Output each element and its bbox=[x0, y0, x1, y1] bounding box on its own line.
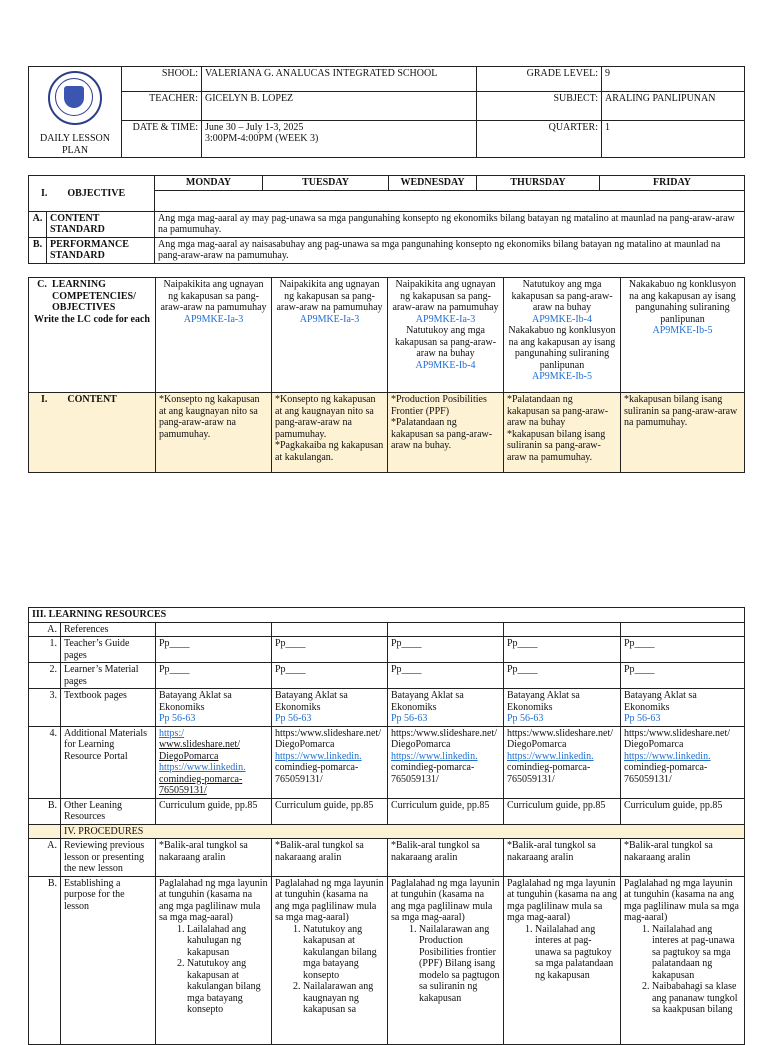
am-friday-url-4[interactable]: comindieg-pomarca-765059131/ bbox=[624, 762, 708, 785]
comp-tuesday bbox=[272, 278, 388, 393]
proc-b-num: B. bbox=[29, 876, 61, 1044]
daily-lesson-plan-label: DAILY LESSON PLAN bbox=[39, 133, 110, 156]
other-monday: Curriculum guide, pp.85 bbox=[156, 798, 272, 824]
am-monday-link-1b[interactable]: www.slideshare.net/ bbox=[159, 739, 240, 750]
comp-thursday-code-1: AP9MKE-Ib-4 bbox=[532, 313, 592, 325]
tg-tuesday: Pp____ bbox=[272, 637, 388, 663]
proc-b-friday-intro: Paglalahad ng mga layunin at tunguhin (kasama na ang mga paglilinaw mula sa mga mag-aaral) bbox=[624, 877, 739, 923]
proc-b-monday-intro: Paglalahad ng mga layunin at tunguhin (kasama na ang mga paglilinaw mula sa mga mag-aaral) bbox=[159, 877, 268, 923]
content-standard-label: CONTENT STANDARD bbox=[47, 211, 155, 237]
list-item: 2. Nailalarawan ang kaugnayan ng kakapusan sa bbox=[303, 981, 384, 1016]
lm-tuesday: Pp____ bbox=[272, 663, 388, 689]
proc-b-label: Establishing a purpose for the lesson bbox=[61, 876, 156, 1044]
comp-wednesday-text-1: Naipakikita ang ugnayan ng kakapusan sa pang-araw-araw na pamumuhay bbox=[392, 279, 499, 313]
am-monday-link-2a[interactable]: https://www.linkedin. bbox=[159, 762, 246, 773]
refs-label: References bbox=[61, 622, 156, 637]
am-tuesday-url-1[interactable]: https:/www.slideshare.net/ bbox=[275, 727, 382, 739]
am-wednesday bbox=[388, 726, 504, 798]
proc-b-thursday bbox=[504, 876, 621, 1044]
am-monday-link-1a[interactable]: https:/ bbox=[159, 727, 185, 739]
comp-wednesday bbox=[388, 278, 504, 393]
comp-friday-code: AP9MKE-Ib-5 bbox=[652, 325, 713, 336]
teacher-name: GICELYN B. LOPEZ bbox=[202, 91, 477, 120]
school-name: VALERIANA G. ANALUCAS INTEGRATED SCHOOL bbox=[202, 67, 477, 92]
content-standard-num: A. bbox=[29, 211, 47, 237]
content-heading: I. CONTENT bbox=[29, 393, 156, 473]
comp-wednesday-code-1: AP9MKE-Ia-3 bbox=[415, 313, 476, 325]
am-thursday-url-2[interactable]: DiegoPomarca bbox=[507, 739, 567, 750]
tb-wednesday-title: Batayang Aklat sa Ekonomiks bbox=[391, 690, 464, 713]
am-wednesday-url-1[interactable]: https:/www.slideshare.net/ bbox=[391, 727, 498, 739]
tb-monday-title: Batayang Aklat sa Ekonomiks bbox=[159, 690, 232, 713]
comp-tuesday-text: Naipakikita ang ugnayan ng kakapusan sa pang-araw-araw na pamumuhay bbox=[276, 279, 383, 313]
content-monday: *Konsepto ng kakapusan at ang kaugnayan nito sa pang-araw-araw na pamumuhay. bbox=[156, 393, 272, 473]
proc-b-friday-list bbox=[624, 924, 741, 1016]
other-tuesday: Curriculum guide, pp.85 bbox=[272, 798, 388, 824]
tg-wednesday: Pp____ bbox=[388, 637, 504, 663]
day-wednesday: WEDNESDAY bbox=[389, 176, 477, 191]
tg-label: Teacher’s Guide pages bbox=[61, 637, 156, 663]
date-value: June 30 – July 1-3, 2025 bbox=[205, 121, 304, 133]
procedures-heading: IV. PROCEDURES bbox=[61, 824, 745, 839]
proc-b-tuesday-list bbox=[275, 924, 384, 1016]
am-wednesday-url-4[interactable]: comindieg-pomarca-765059131/ bbox=[391, 762, 475, 785]
performance-standard-label: PERFORMANCE STANDARD bbox=[47, 237, 155, 263]
day-tuesday: TUESDAY bbox=[263, 176, 389, 191]
content-thursday bbox=[504, 393, 621, 473]
proc-b-thursday-list bbox=[507, 924, 617, 982]
am-tuesday-url-2[interactable]: DiegoPomarca bbox=[275, 739, 335, 750]
proc-a-num: A. bbox=[29, 839, 61, 877]
comp-friday-text: Nakakabuo ng konklusyon na ang kakapusan ay isang pangunahing suliraning panlipunan bbox=[628, 279, 737, 325]
lm-friday: Pp____ bbox=[621, 663, 745, 689]
datetime-label: DATE & TIME: bbox=[122, 120, 202, 157]
tg-thursday: Pp____ bbox=[504, 637, 621, 663]
am-monday-link-2b[interactable]: comindieg-pomarca-765059131/ bbox=[159, 773, 243, 796]
other-friday: Curriculum guide, pp.85 bbox=[621, 798, 745, 824]
objective-table bbox=[28, 175, 745, 264]
objective-blank bbox=[155, 190, 745, 211]
content-tuesday bbox=[272, 393, 388, 473]
school-label: SHOOL: bbox=[122, 67, 202, 92]
content-standard-text: Ang mga mag-aaral ay may pag-unawa sa mga pangunahing konsepto ng ekonomiks bilang batayan ng matalino at maunlad na pang-araw-araw na pamumuhay. bbox=[155, 211, 745, 237]
proc-b-monday bbox=[156, 876, 272, 1044]
am-wednesday-url-3[interactable]: https://www.linkedin. bbox=[391, 750, 478, 762]
tb-monday bbox=[156, 689, 272, 727]
list-item: 1. Natutukoy ang kakapusan at kakulangan bilang mga batayang konsepto bbox=[303, 924, 384, 982]
tb-thursday-pages: Pp 56-63 bbox=[507, 713, 544, 724]
deped-seal-icon bbox=[48, 71, 102, 125]
list-item: 1. Lailalahad ang kahulugan ng kakapusan bbox=[187, 924, 268, 959]
content-tuesday-2: *Pagkakaiba ng kakapusan at kakulangan. bbox=[275, 440, 384, 463]
am-monday bbox=[156, 726, 272, 798]
am-tuesday-url-4[interactable]: comindieg-pomarca-765059131/ bbox=[275, 762, 359, 785]
tb-label: Textbook pages bbox=[61, 689, 156, 727]
subject-label: SUBJECT: bbox=[477, 91, 602, 120]
list-item: 2. Naibabahagi sa klase ang pananaw tungkol sa kaakpusan bilang bbox=[652, 981, 741, 1016]
tb-friday-pages: Pp 56-63 bbox=[624, 713, 661, 724]
proc-a-tuesday: *Balik-aral tungkol sa nakaraang aralin bbox=[272, 839, 388, 877]
day-monday: MONDAY bbox=[155, 176, 263, 191]
tg-friday: Pp____ bbox=[621, 637, 745, 663]
proc-a-label: Reviewing previous lesson or presenting the new lesson bbox=[61, 839, 156, 877]
comp-thursday-text-1: Natutukoy ang mga kakapusan sa pang-araw-araw na buhay bbox=[511, 279, 613, 313]
learning-resources-heading: III. LEARNING RESOURCES bbox=[29, 608, 745, 623]
other-wednesday: Curriculum guide, pp.85 bbox=[388, 798, 504, 824]
tb-thursday-title: Batayang Aklat sa Ekonomiks bbox=[507, 690, 580, 713]
am-tuesday bbox=[272, 726, 388, 798]
content-wednesday-1: *Production Posibilities Frontier (PPF) bbox=[391, 394, 487, 417]
am-friday-url-2[interactable]: DiegoPomarca bbox=[624, 739, 684, 750]
time-value: 3:00PM-4:00PM (WEEK 3) bbox=[205, 133, 319, 145]
proc-a-wednesday: *Balik-aral tungkol sa nakaraang aralin bbox=[388, 839, 504, 877]
proc-a-thursday: *Balik-aral tungkol sa nakaraang aralin bbox=[504, 839, 621, 877]
resources-table bbox=[28, 607, 745, 1045]
am-friday-url-3[interactable]: https://www.linkedin. bbox=[624, 750, 711, 762]
proc-b-wednesday-list bbox=[391, 924, 500, 1005]
list-item: 1. Nailalahad ang interes at pag-unawa sa pagtukoy sa mga palatandaan ng kakapusan bbox=[535, 924, 617, 982]
quarter-label: QUARTER: bbox=[477, 120, 602, 157]
tb-tuesday-pages: Pp 56-63 bbox=[275, 713, 312, 724]
comp-wednesday-text-2: Natutukoy ang mga kakapusan sa pang-araw-araw na buhay bbox=[394, 325, 497, 359]
other-label: Other Leaning Resources bbox=[61, 798, 156, 824]
tb-wednesday bbox=[388, 689, 504, 727]
content-wednesday bbox=[388, 393, 504, 473]
performance-standard-num: B. bbox=[29, 237, 47, 263]
comp-wednesday-code-2: AP9MKE-Ib-4 bbox=[415, 359, 476, 371]
tb-friday bbox=[621, 689, 745, 727]
comp-tuesday-code: AP9MKE-Ia-3 bbox=[299, 313, 360, 325]
am-tuesday-url-3[interactable]: https://www.linkedin. bbox=[275, 750, 362, 762]
proc-b-thursday-intro: Paglalahad ng mga layunin at tunguhin (kasama na ang mga paglilinaw mula sa mga mag-aaral) bbox=[507, 877, 617, 923]
proc-b-friday bbox=[621, 876, 745, 1044]
other-num: B. bbox=[29, 798, 61, 824]
am-num: 4. bbox=[29, 726, 61, 798]
am-wednesday-url-2[interactable]: DiegoPomarca bbox=[391, 739, 451, 750]
am-friday-url-1[interactable]: https:/www.slideshare.net/ bbox=[624, 727, 731, 739]
am-thursday-url-1[interactable]: https:/www.slideshare.net/ bbox=[507, 727, 614, 739]
content-thursday-1: *Palatandaan ng kakapusan sa pang-araw-araw na buhay bbox=[507, 394, 609, 428]
grade-level-value: 9 bbox=[602, 67, 745, 92]
competencies-sub: Write the LC code for each bbox=[34, 313, 150, 325]
tb-monday-pages: Pp 56-63 bbox=[159, 713, 196, 724]
header-table bbox=[28, 66, 745, 158]
day-thursday: THURSDAY bbox=[477, 176, 600, 191]
content-friday: *kakapusan bilang isang suliranin sa pang-araw-araw na pamumuhay. bbox=[621, 393, 745, 473]
performance-standard-text: Ang mga mag-aaral ay naisasabuhay ang pag-unawa sa mga pangunahing konsepto ng ekonomiks bilang batayan ng matalino at maunlad na pang-araw-araw na pamumuhay. bbox=[155, 237, 745, 263]
comp-monday bbox=[156, 278, 272, 393]
objective-heading: I. OBJECTIVE bbox=[29, 176, 155, 212]
content-tuesday-1: *Konsepto ng kakapusan at ang kaugnayan nito sa pang-araw-araw na pamumuhay. bbox=[275, 394, 376, 440]
list-item: 1. Nailalahad ang interes at pag-unawa sa pagtukoy sa mga palatandaan ng kakapusan bbox=[652, 924, 741, 982]
comp-thursday bbox=[504, 278, 621, 393]
tb-num: 3. bbox=[29, 689, 61, 727]
am-thursday-url-4[interactable]: comindieg-pomarca-765059131/ bbox=[507, 762, 591, 785]
comp-friday bbox=[621, 278, 745, 393]
deped-seal-cell bbox=[29, 67, 122, 158]
content-wednesday-2: *Palatandaan ng kakapusan sa pang-araw-araw na buhay. bbox=[391, 417, 493, 451]
other-thursday: Curriculum guide, pp.85 bbox=[504, 798, 621, 824]
list-item: 2. Natutukoy ang kakapusan at kakulangan bilang mga batayang konsepto bbox=[187, 958, 268, 1016]
proc-a-friday: *Balik-aral tungkol sa nakaraang aralin bbox=[621, 839, 745, 877]
tb-thursday bbox=[504, 689, 621, 727]
comp-thursday-text-2: Nakakabuo ng konklusyon na ang kakapusan ay isang pangunahing suliraning panlipunan bbox=[508, 325, 616, 371]
lm-monday: Pp____ bbox=[156, 663, 272, 689]
proc-b-wednesday-intro: Paglalahad ng mga layunin at tunguhin (kasama na ang mga paglilinaw mula sa mga mag-aaral) bbox=[391, 877, 500, 923]
day-friday: FRIDAY bbox=[600, 176, 745, 191]
grade-level-label: GRADE LEVEL: bbox=[477, 67, 602, 92]
subject-value: ARALING PANLIPUNAN bbox=[602, 91, 745, 120]
lm-wednesday: Pp____ bbox=[388, 663, 504, 689]
lm-num: 2. bbox=[29, 663, 61, 689]
competencies-label: LEARNING COMPETENCIES/ OBJECTIVES bbox=[52, 279, 136, 313]
datetime-value bbox=[202, 120, 477, 157]
am-monday-link-1c[interactable]: DiegoPomarca bbox=[159, 750, 219, 762]
list-item: 1. Nailalarawan ang Production Posibilities frontier (PPF) Bilang isang modelo sa pagtugon sa suliranin ng kakapusan bbox=[419, 924, 500, 1005]
tb-tuesday-title: Batayang Aklat sa Ekonomiks bbox=[275, 690, 348, 713]
tg-monday: Pp____ bbox=[156, 637, 272, 663]
proc-b-monday-list bbox=[159, 924, 268, 1016]
tb-friday-title: Batayang Aklat sa Ekonomiks bbox=[624, 690, 697, 713]
proc-a-monday: *Balik-aral tungkol sa nakaraang aralin bbox=[156, 839, 272, 877]
am-friday bbox=[621, 726, 745, 798]
competencies-label-cell bbox=[29, 278, 156, 393]
tb-tuesday bbox=[272, 689, 388, 727]
am-thursday-url-3[interactable]: https://www.linkedin. bbox=[507, 750, 594, 762]
proc-b-tuesday-intro: Paglalahad ng mga layunin at tunguhin (kasama na ang mga paglilinaw mula sa mga mag-aaral) bbox=[275, 877, 384, 923]
am-label: Additional Materials for Learning Resource Portal bbox=[61, 726, 156, 798]
competencies-table bbox=[28, 277, 745, 473]
competencies-num: C. bbox=[37, 279, 47, 290]
proc-b-wednesday bbox=[388, 876, 504, 1044]
lm-label: Learner’s Material pages bbox=[61, 663, 156, 689]
comp-monday-code: AP9MKE-Ia-3 bbox=[183, 313, 244, 325]
am-thursday bbox=[504, 726, 621, 798]
refs-num: A. bbox=[29, 622, 61, 637]
content-thursday-2: *kakapusan bilang isang suliranin sa pang-araw-araw na pamumuhay. bbox=[507, 428, 606, 463]
comp-thursday-code-2: AP9MKE-Ib-5 bbox=[532, 371, 592, 382]
teacher-label: TEACHER: bbox=[122, 91, 202, 120]
tb-wednesday-pages: Pp 56-63 bbox=[391, 713, 428, 724]
comp-monday-text: Naipakikita ang ugnayan ng kakapusan sa pang-araw-araw na pamumuhay bbox=[160, 279, 267, 313]
quarter-value: 1 bbox=[602, 120, 745, 157]
lm-thursday: Pp____ bbox=[504, 663, 621, 689]
tg-num: 1. bbox=[29, 637, 61, 663]
proc-b-tuesday bbox=[272, 876, 388, 1044]
